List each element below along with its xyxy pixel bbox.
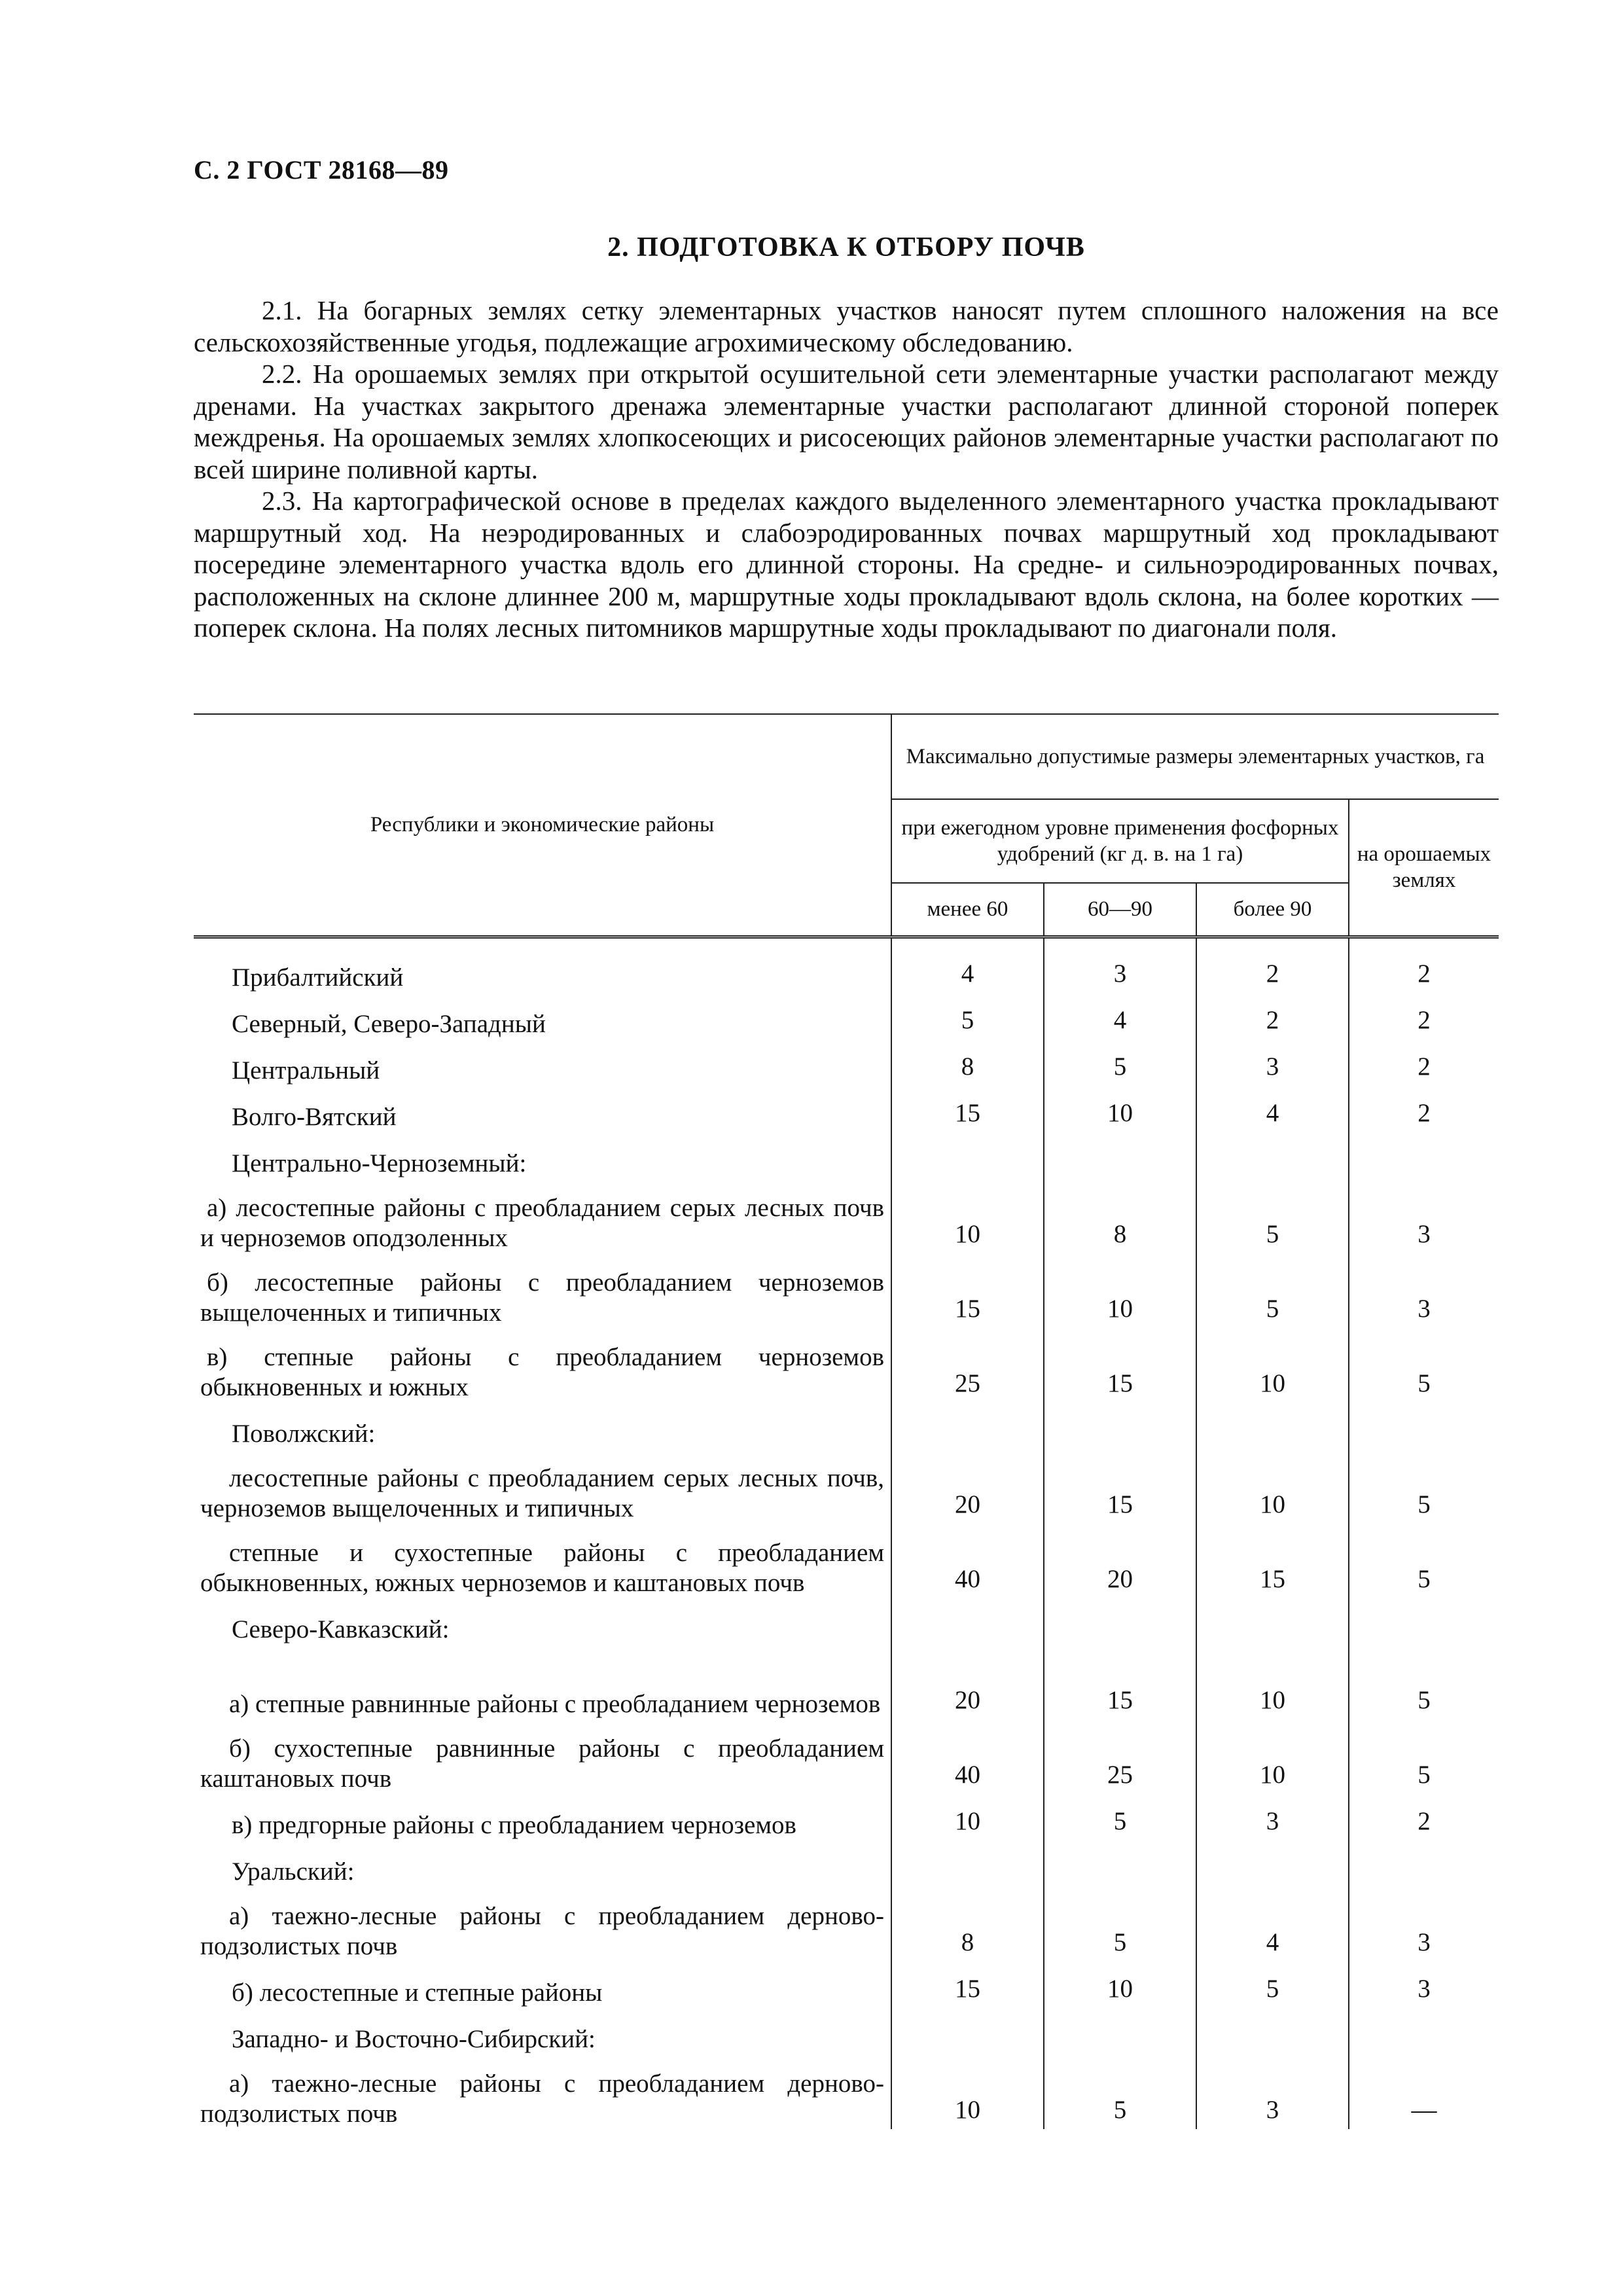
value-60-90 — [1044, 1403, 1196, 1449]
table-row — [194, 1840, 1499, 1887]
region-name — [194, 1887, 891, 1962]
region-name: Северный, Северо-Западный — [232, 1009, 546, 1038]
value-less-60: 4 — [891, 937, 1044, 993]
value-less-60: 15 — [891, 1086, 1044, 1132]
table-row — [194, 1179, 1499, 1253]
value-irrigated: 2 — [1349, 1794, 1499, 1840]
body-text — [194, 295, 1499, 644]
region-name: в) предгорные районы с преобладанием черноземов — [232, 1810, 796, 1839]
region-name: б) лесостепные и степные районы — [232, 1978, 603, 2007]
value-less-60 — [891, 2008, 1044, 2054]
value-60-90: 10 — [1044, 1962, 1196, 2008]
value-less-60: 10 — [891, 1794, 1044, 1840]
table-row — [194, 1794, 1499, 1840]
value-more-90 — [1196, 2008, 1349, 2054]
value-more-90: 10 — [1196, 1719, 1349, 1794]
value-60-90: 10 — [1044, 1086, 1196, 1132]
table-header — [194, 714, 1499, 937]
value-less-60: 10 — [891, 2054, 1044, 2129]
value-60-90: 8 — [1044, 1179, 1196, 1253]
value-60-90: 4 — [1044, 993, 1196, 1039]
table-row — [194, 2008, 1499, 2054]
table-row — [194, 2054, 1499, 2129]
table-row — [194, 1524, 1499, 1598]
table-row — [194, 1039, 1499, 1086]
value-more-90: 5 — [1196, 1962, 1349, 2008]
value-less-60: 8 — [891, 1887, 1044, 1962]
region-group-name: Северо-Кавказский: — [232, 1615, 450, 1643]
value-more-90 — [1196, 1403, 1349, 1449]
value-more-90 — [1196, 1840, 1349, 1887]
value-60-90: 15 — [1044, 1645, 1196, 1719]
value-more-90 — [1196, 1132, 1349, 1179]
value-more-90 — [1196, 1598, 1349, 1645]
value-more-90: 10 — [1196, 1449, 1349, 1524]
paragraph-2-1: 2.1. На богарных землях сетку элементарных участков наносят путем сплошного наложения на все сельскохозяйственные угодья, подлежащие агрохимическому обследованию. — [194, 295, 1499, 357]
value-irrigated: 5 — [1349, 1524, 1499, 1598]
region-name-text: а) таежно-лесные районы с преобладанием дерново-подзолистых почв — [200, 2069, 884, 2128]
value-60-90: 10 — [1044, 1253, 1196, 1328]
table-body — [194, 937, 1499, 2129]
value-less-60: 25 — [891, 1328, 1044, 1403]
region-name: Центральный — [232, 1056, 380, 1085]
value-60-90: 15 — [1044, 1449, 1196, 1524]
value-more-90: 4 — [1196, 1887, 1349, 1962]
region-name — [194, 1179, 891, 1253]
region-group-name: Уральский: — [232, 1857, 355, 1886]
region-group-name: Центрально-Черноземный: — [232, 1149, 527, 1177]
region-name-text: а) степные равнинные районы с преобладанием черноземов — [229, 1689, 881, 1718]
col-less-60-header: менее 60 — [891, 883, 1044, 937]
value-60-90 — [1044, 1840, 1196, 1887]
col-60-90-header: 60—90 — [1044, 883, 1196, 937]
value-more-90: 15 — [1196, 1524, 1349, 1598]
value-more-90: 4 — [1196, 1086, 1349, 1132]
value-less-60: 40 — [891, 1524, 1044, 1598]
value-irrigated: 5 — [1349, 1328, 1499, 1403]
value-irrigated: 5 — [1349, 1449, 1499, 1524]
value-60-90: 3 — [1044, 937, 1196, 993]
value-irrigated: 3 — [1349, 1179, 1499, 1253]
region-name: Прибалтийский — [232, 963, 404, 992]
value-60-90 — [1044, 2008, 1196, 2054]
region-name — [194, 1645, 891, 1719]
table-row — [194, 1645, 1499, 1719]
value-irrigated — [1349, 1598, 1499, 1645]
value-60-90: 5 — [1044, 1039, 1196, 1086]
value-less-60 — [891, 1132, 1044, 1179]
value-less-60: 10 — [891, 1179, 1044, 1253]
region-name — [194, 1524, 891, 1598]
region-name — [194, 2054, 891, 2129]
value-irrigated: 2 — [1349, 1039, 1499, 1086]
value-more-90: 3 — [1196, 1794, 1349, 1840]
table-row — [194, 993, 1499, 1039]
value-more-90: 3 — [1196, 2054, 1349, 2129]
plot-size-table — [194, 713, 1499, 2129]
value-irrigated: 2 — [1349, 993, 1499, 1039]
region-name-text: в) степные районы с преобладанием черноземов обыкновенных и южных — [200, 1342, 884, 1401]
value-60-90: 25 — [1044, 1719, 1196, 1794]
value-less-60: 5 — [891, 993, 1044, 1039]
value-60-90: 20 — [1044, 1524, 1196, 1598]
region-name-text: лесостепные районы с преобладанием серых лесных почв, черноземов выщелоченных и типичных — [200, 1463, 884, 1522]
region-group-name: Западно- и Восточно-Сибирский: — [232, 2024, 596, 2053]
value-more-90: 5 — [1196, 1253, 1349, 1328]
table-row — [194, 1403, 1499, 1449]
value-less-60 — [891, 1840, 1044, 1887]
value-irrigated: — — [1349, 2054, 1499, 2129]
value-60-90: 15 — [1044, 1328, 1196, 1403]
value-more-90: 10 — [1196, 1645, 1349, 1719]
region-group-name: Поволжский: — [232, 1419, 376, 1448]
col-more-90-header: более 90 — [1196, 883, 1349, 937]
value-irrigated: 5 — [1349, 1645, 1499, 1719]
value-more-90: 10 — [1196, 1328, 1349, 1403]
value-less-60 — [891, 1403, 1044, 1449]
table-row — [194, 1253, 1499, 1328]
value-more-90: 5 — [1196, 1179, 1349, 1253]
region-name-text: степные и сухостепные районы с преобладанием обыкновенных, южных черноземов и каштановых почв — [200, 1538, 884, 1597]
table-row — [194, 1086, 1499, 1132]
section-title: 2. ПОДГОТОВКА К ОТБОРУ ПОЧВ — [607, 232, 1085, 262]
value-less-60: 8 — [891, 1039, 1044, 1086]
value-irrigated: 2 — [1349, 1086, 1499, 1132]
region-name: Волго-Вятский — [232, 1102, 397, 1131]
region-name — [194, 1719, 891, 1794]
value-less-60: 15 — [891, 1253, 1044, 1328]
value-irrigated: 3 — [1349, 1962, 1499, 2008]
value-60-90 — [1044, 1598, 1196, 1645]
table-row — [194, 1962, 1499, 2008]
value-more-90: 2 — [1196, 937, 1349, 993]
value-less-60: 15 — [891, 1962, 1044, 2008]
value-irrigated: 3 — [1349, 1887, 1499, 1962]
value-60-90: 5 — [1044, 1887, 1196, 1962]
region-name-text: б) лесостепные районы с преобладанием черноземов выщелоченных и типичных — [200, 1268, 884, 1327]
value-60-90: 5 — [1044, 2054, 1196, 2129]
table-row — [194, 1598, 1499, 1645]
value-60-90 — [1044, 1132, 1196, 1179]
table-row — [194, 1132, 1499, 1179]
value-less-60 — [891, 1598, 1044, 1645]
table-row — [194, 1449, 1499, 1524]
value-irrigated — [1349, 1403, 1499, 1449]
table-row — [194, 1328, 1499, 1403]
value-irrigated — [1349, 1132, 1499, 1179]
paragraph-2-3: 2.3. На картографической основе в пределах каждого выделенного элементарного участка прокладывают маршрутный ход. На неэродированных и слабоэродированных почвах маршрутный ход прокладывают посередине элементарного участка вдоль его длинной стороны. На средне- и сильноэродированных почвах, расположенных на склоне длиннее 200 м, маршрутные ходы прокладывают вдоль склона, на более коротких — поперек склона. На полях лесных питомников маршрутные ходы прокладывают по диагонали поля. — [194, 486, 1499, 643]
paragraph-2-2: 2.2. На орошаемых землях при открытой осушительной сети элементарные участки располагают между дренами. На участках закрытого дренажа элементарные участки располагают длинной стороной поперек междренья. На орошаемых землях хлопкосеющих и рисосеющих районов элементарные участки располагают по всей ширине поливной карты. — [194, 359, 1499, 484]
region-name — [194, 1328, 891, 1403]
region-name-text: а) таежно-лесные районы с преобладанием дерново-подзолистых почв — [200, 1901, 884, 1960]
region-name — [194, 1449, 891, 1524]
region-name-text: б) сухостепные равнинные районы с преобладанием каштановых почв — [200, 1734, 884, 1793]
page-header: С. 2 ГОСТ 28168—89 — [194, 155, 449, 185]
max-sizes-header: Максимально допустимые размеры элементарных участков, га — [891, 714, 1499, 799]
value-more-90: 3 — [1196, 1039, 1349, 1086]
value-less-60: 40 — [891, 1719, 1044, 1794]
value-60-90: 5 — [1044, 1794, 1196, 1840]
regions-column-header: Республики и экономические районы — [194, 714, 891, 937]
value-more-90: 2 — [1196, 993, 1349, 1039]
value-irrigated — [1349, 2008, 1499, 2054]
table-row — [194, 1719, 1499, 1794]
table-row — [194, 937, 1499, 993]
value-irrigated: 2 — [1349, 937, 1499, 993]
value-less-60: 20 — [891, 1449, 1044, 1524]
annual-level-header: при ежегодном уровне применения фосфорных удобрений (кг д. в. на 1 га) — [891, 799, 1349, 883]
irrigated-lands-header: на орошаемых землях — [1349, 799, 1499, 937]
table-row — [194, 1887, 1499, 1962]
region-name — [194, 1253, 891, 1328]
value-irrigated: 5 — [1349, 1719, 1499, 1794]
region-name-text: а) лесостепные районы с преобладанием серых лесных почв и черноземов оподзоленных — [200, 1193, 884, 1252]
value-irrigated: 3 — [1349, 1253, 1499, 1328]
value-less-60: 20 — [891, 1645, 1044, 1719]
value-irrigated — [1349, 1840, 1499, 1887]
